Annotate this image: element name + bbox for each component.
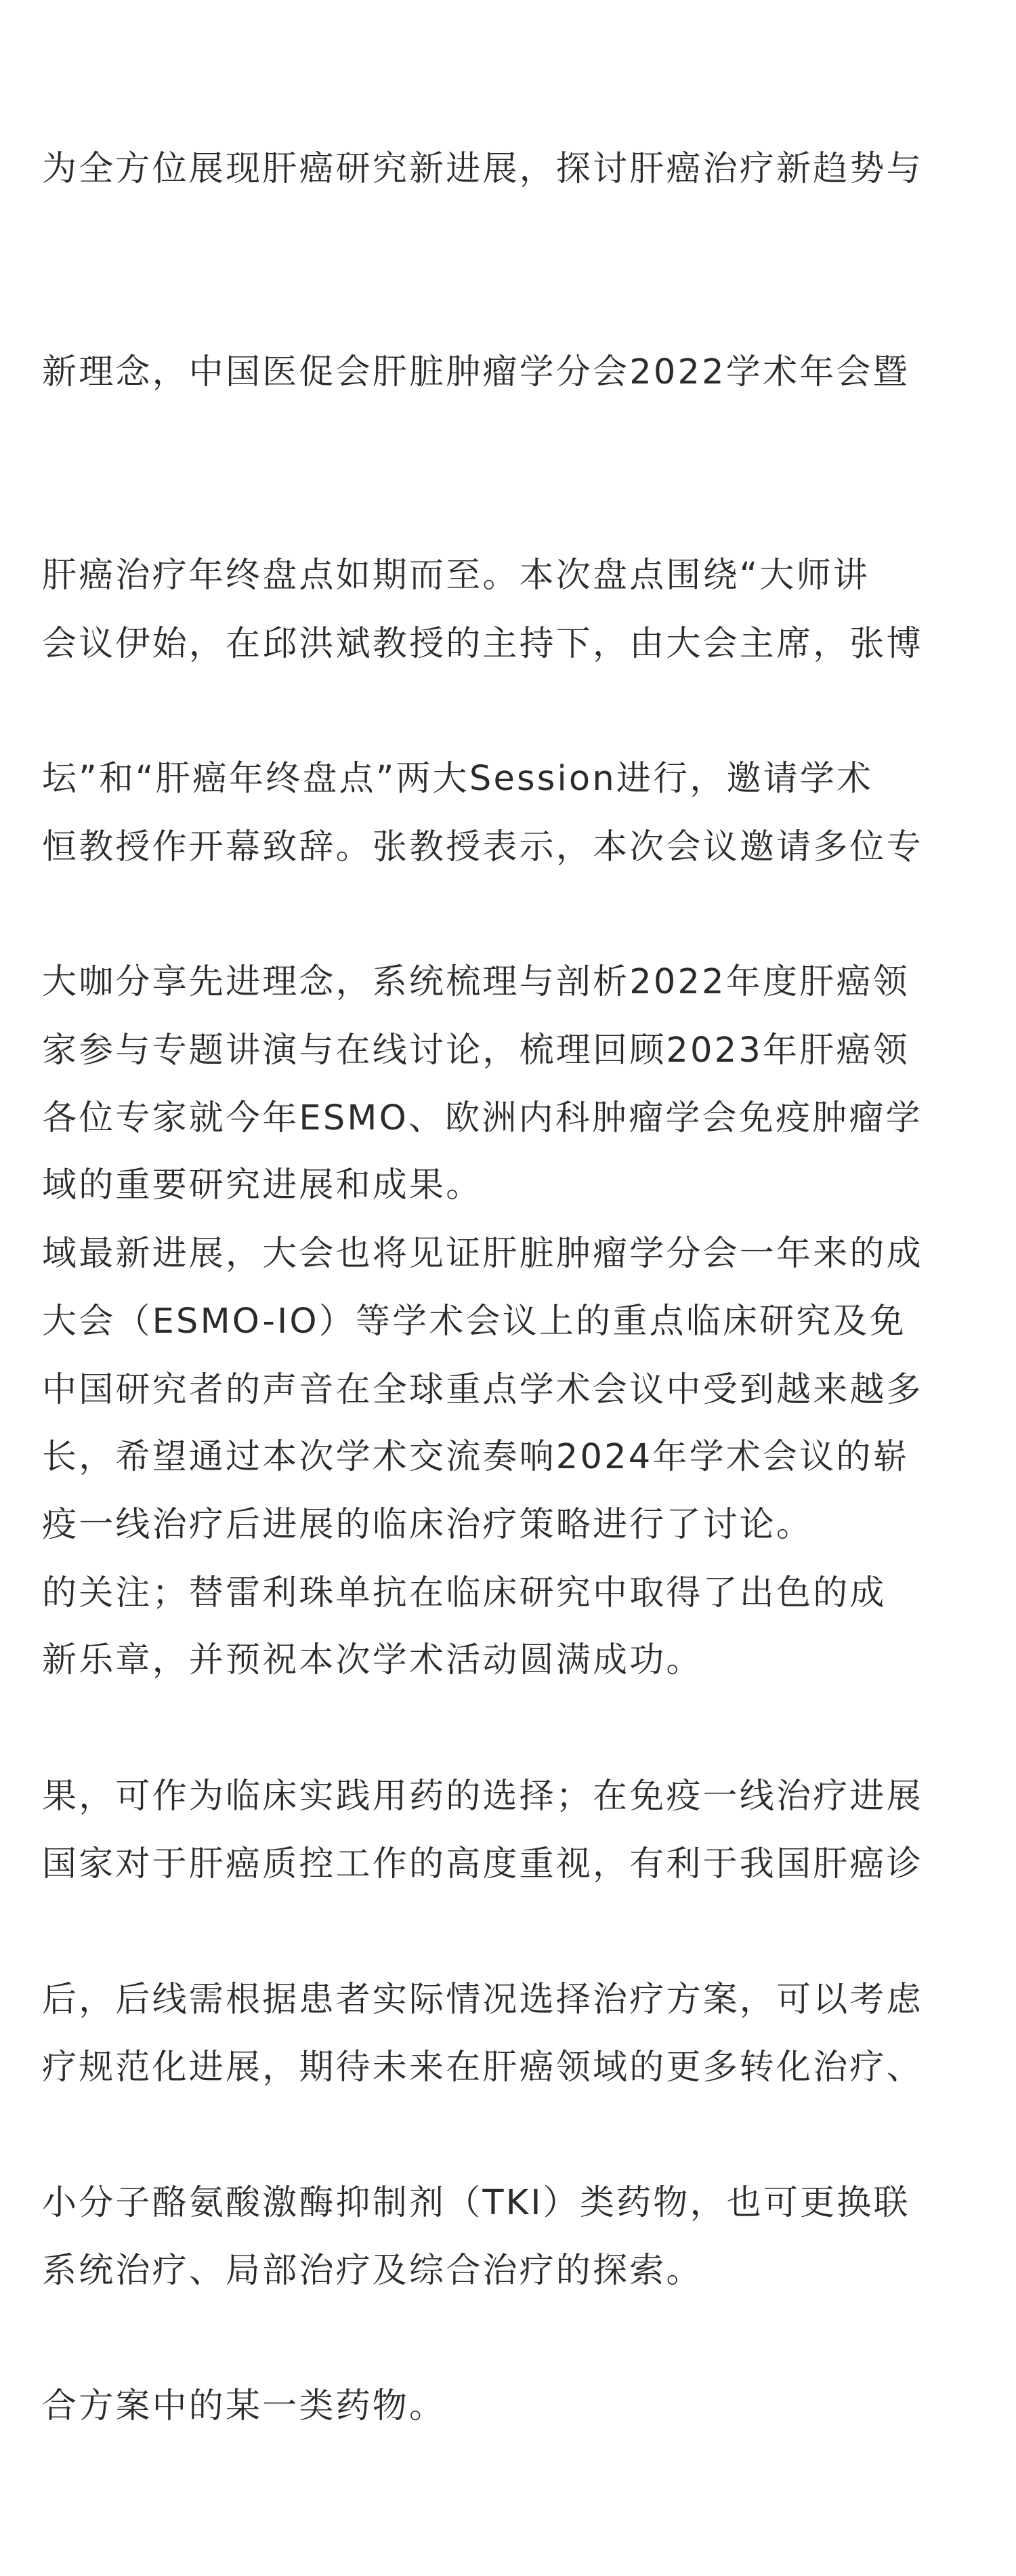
text-line: 恒教授作开幕致辞。张教授表示，本次会议邀请多位专 (42, 827, 923, 867)
text-line: 疫一线治疗后进展的临床治疗策略进行了讨论。 (42, 1505, 813, 1545)
text-line: 大会（ESMO-IO）等学术会议上的重点临床研究及免 (42, 1302, 906, 1342)
text-line: 会议伊始，在邱洪斌教授的主持下，由大会主席，张博 (42, 624, 923, 664)
text-line: 后，后线需根据患者实际情况选择治疗方案，可以考虑 (42, 1980, 923, 2020)
text-line: 域的重要研究进展和成果。 (42, 1165, 483, 1205)
text-line: 的关注；替雷利珠单抗在临床研究中取得了出色的成 (42, 1573, 887, 1613)
text-line: 小分子酪氨酸激酶抑制剂（TKI）类药物，也可更换联 (42, 2183, 910, 2223)
text-line: 坛”和“肝癌年终盘点”两大Session进行，邀请学术 (42, 759, 874, 799)
text-line: 大咖分享先进理念，系统梳理与剖析2022年度肝癌领 (42, 962, 910, 1002)
text-line: 系统治疗、局部治疗及综合治疗的探索。 (42, 2251, 703, 2291)
text-line: 中国研究者的声音在全球重点学术会议中受到越来越多 (42, 1370, 923, 1410)
text-line: 新乐章，并预祝本次学术活动圆满成功。 (42, 1640, 703, 1680)
text-line: 国家对于肝癌质控工作的高度重视，有利于我国肝癌诊 (42, 1844, 923, 1884)
text-line: 肝癌治疗年终盘点如期而至。本次盘点围绕“大师讲 (42, 556, 870, 596)
text-line: 疗规范化进展，期待未来在肝癌领域的更多转化治疗、 (42, 2048, 923, 2087)
text-line: 各位专家就今年ESMO、欧洲内科肿瘤学会免疫肿瘤学 (42, 1098, 923, 1138)
text-line: 家参与专题讲演与在线讨论，梳理回顾2023年肝癌领 (42, 1031, 910, 1071)
text-line: 新理念，中国医促会肝脏肿瘤学分会2022学术年会暨 (42, 352, 910, 392)
text-line: 果，可作为临床实践用药的选择；在免疫一线治疗进展 (42, 1777, 923, 1816)
text-line: 合方案中的某一类药物。 (42, 2386, 446, 2426)
text-line: 长，希望通过本次学术交流奏响2024年学术会议的崭 (42, 1437, 910, 1477)
text-line: 域最新进展，大会也将见证肝脏肿瘤学分会一年来的成 (42, 1234, 923, 1274)
paragraph-outlook (42, 1695, 977, 2440)
text-line: 为全方位展现肝癌研究新进展，探讨肝癌治疗新趋势与 (42, 149, 923, 189)
